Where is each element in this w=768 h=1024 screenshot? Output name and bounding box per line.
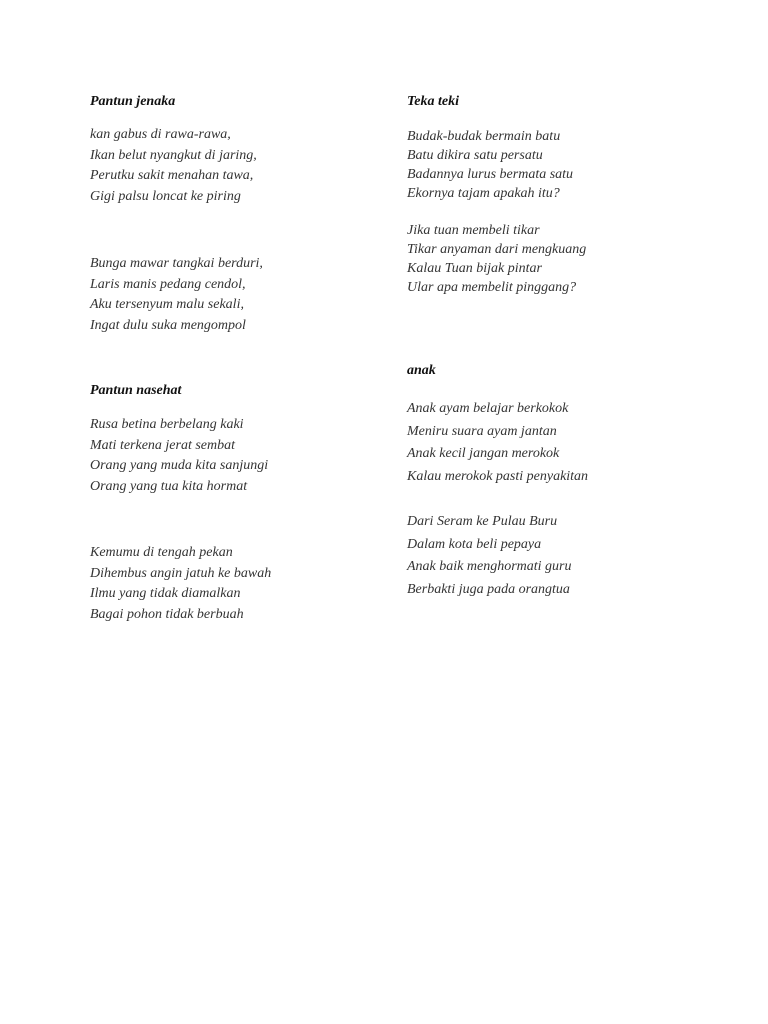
poem-line: Laris manis pedang cendol, xyxy=(90,276,246,292)
heading-teka-teki: Teka teki xyxy=(407,94,459,109)
poem-line: Ular apa membelit pinggang? xyxy=(407,280,577,295)
poem-line: Perutku sakit menahan tawa, xyxy=(90,168,254,183)
poem-line: Rusa betina berbelang kaki xyxy=(90,417,244,432)
heading-pantun-nasehat: Pantun nasehat xyxy=(90,383,182,398)
poem-line: Mati terkena jerat sembat xyxy=(90,437,236,453)
poem-line: Kalau merokok pasti penyakitan xyxy=(407,469,589,485)
poem-line: Budak-budak bermain batu xyxy=(407,129,561,144)
poem-line: Anak kecil jangan merokok xyxy=(407,446,560,462)
poem-line: Berbakti juga pada orangtua xyxy=(407,582,570,598)
stanza-anak-1 xyxy=(407,398,588,489)
poem-line: Tikar anyaman dari mengkuang xyxy=(407,242,587,257)
stanza-teka-teki-1 xyxy=(407,127,573,203)
poem-line: Dalam kota beli pepaya xyxy=(407,536,542,552)
poem-line: Meniru suara ayam jantan xyxy=(407,423,557,439)
poem-line: Kemumu di tengah pekan xyxy=(90,545,233,560)
poem-line: Ilmu yang tidak diamalkan xyxy=(90,586,241,601)
poem-line: Ingat dulu suka mengompol xyxy=(90,317,246,333)
poem-line: Ikan belut nyangkut di jaring, xyxy=(90,147,257,163)
poem-line: Jika tuan membeli tikar xyxy=(407,223,540,238)
poem-line: Anak baik menghormati guru xyxy=(407,559,572,575)
poem-line: Aku tersenyum malu sekali, xyxy=(90,297,244,312)
stanza-nasehat-2 xyxy=(90,543,271,625)
stanza-jenaka-2 xyxy=(90,254,263,336)
poem-line: kan gabus di rawa-rawa, xyxy=(90,127,231,142)
poem-line: Dihembus angin jatuh ke bawah xyxy=(90,565,272,581)
heading-pantun-jenaka: Pantun jenaka xyxy=(90,94,176,109)
poem-line: Orang yang muda kita sanjungi xyxy=(90,458,269,473)
stanza-teka-teki-2 xyxy=(407,221,586,297)
stanza-anak-2 xyxy=(407,511,571,602)
poem-line: Ekornya tajam apakah itu? xyxy=(407,186,560,201)
poem-line: Bunga mawar tangkai berduri, xyxy=(90,256,263,271)
poem-line: Dari Seram ke Pulau Buru xyxy=(407,514,558,529)
poem-line: Anak ayam belajar berkokok xyxy=(407,401,569,416)
poem-line: Batu dikira satu persatu xyxy=(407,148,543,163)
stanza-nasehat-1 xyxy=(90,415,268,497)
poem-line: Bagai pohon tidak berbuah xyxy=(90,606,244,622)
poem-line: Orang yang tua kita hormat xyxy=(90,478,248,494)
poem-line: Gigi palsu loncat ke piring xyxy=(90,188,241,204)
heading-anak: anak xyxy=(407,363,436,378)
stanza-jenaka-1 xyxy=(90,125,257,207)
poem-line: Kalau Tuan bijak pintar xyxy=(407,261,542,276)
poem-line: Badannya lurus bermata satu xyxy=(407,167,574,182)
